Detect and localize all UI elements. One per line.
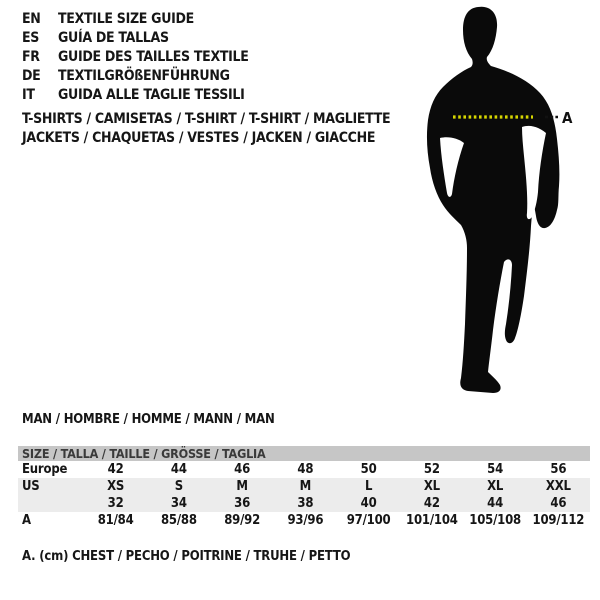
size-cell: 97/100 [346,513,391,528]
row-label: US [22,479,40,494]
size-cell: 38 [297,496,314,511]
size-cell: 34 [170,496,187,511]
table-row-uk [18,495,590,512]
size-cell: 105/108 [469,513,521,528]
size-cell: L [364,479,373,494]
man-silhouette-figure [400,0,600,420]
size-cell: S [174,479,183,494]
row-label: A [22,513,31,528]
size-cell: 46 [234,462,251,477]
size-cell: XL [423,479,440,494]
size-cell: M [236,479,248,494]
size-cell: 89/92 [224,513,261,528]
section-title-man: MAN / HOMBRE / HOMME / MANN / MAN [22,412,275,427]
measure-footnote: A. (cm) CHEST / PECHO / POITRINE / TRUHE / PETTO [22,549,351,564]
size-cell: 48 [297,462,314,477]
category-list [22,110,390,148]
language-row-es [22,29,249,48]
size-cell: 44 [170,462,187,477]
language-label: TEXTILGRÖßENFÜHRUNG [58,68,230,84]
man-silhouette-body [427,7,559,393]
size-cell: XXL [545,479,571,494]
row-label [18,495,84,512]
size-table [18,446,590,529]
table-row-us [18,478,590,495]
size-cell: 109/112 [532,513,585,528]
language-list [22,10,249,105]
size-cell: 54 [487,462,504,477]
language-row-it [22,86,249,105]
size-cell: M [299,479,312,494]
size-cell: 42 [423,496,440,511]
table-row-chest-a [18,512,590,529]
size-cell: 32 [107,496,124,511]
language-label: GUIDA ALLE TAGLIE TESSILI [58,87,245,103]
size-cell: 40 [360,496,377,511]
table-row-europe [18,461,590,478]
language-code: ES [22,30,40,46]
size-cell: 44 [487,496,504,511]
size-cell: 46 [550,496,567,511]
language-code: DE [22,68,41,84]
size-cell: 42 [107,462,124,477]
size-cell: 81/84 [97,513,134,528]
language-row-en [22,10,249,29]
language-label: GUIDE DES TAILLES TEXTILE [58,49,249,65]
size-cell: 85/88 [160,513,197,528]
language-code: FR [22,49,40,65]
size-cell: 52 [423,462,440,477]
category-jackets: JACKETS / CHAQUETAS / VESTES / JACKEN / GIACCHE [22,130,376,146]
category-tshirts: T-SHIRTS / CAMISETAS / T-SHIRT / T-SHIRT / MAGLIETTE [22,111,391,127]
language-row-fr [22,48,249,67]
language-label: GUÍA DE TALLAS [58,30,169,46]
size-cell: 56 [550,462,567,477]
size-cell: XS [107,479,125,494]
size-cell: 50 [360,462,377,477]
table-header-size: SIZE / TALLA / TAILLE / GRÖSSE / TAGLIA [18,446,590,461]
row-label: Europe [22,462,68,477]
size-cell: 93/96 [287,513,324,528]
language-code: EN [22,11,41,27]
man-silhouette-svg [400,0,600,420]
size-cell: 36 [234,496,251,511]
language-row-de [22,67,249,86]
measure-label-a: A [562,109,573,127]
language-code: IT [22,87,35,103]
language-label: TEXTILE SIZE GUIDE [58,11,194,27]
size-cell: XL [487,479,504,494]
size-cell: 101/104 [406,513,458,528]
